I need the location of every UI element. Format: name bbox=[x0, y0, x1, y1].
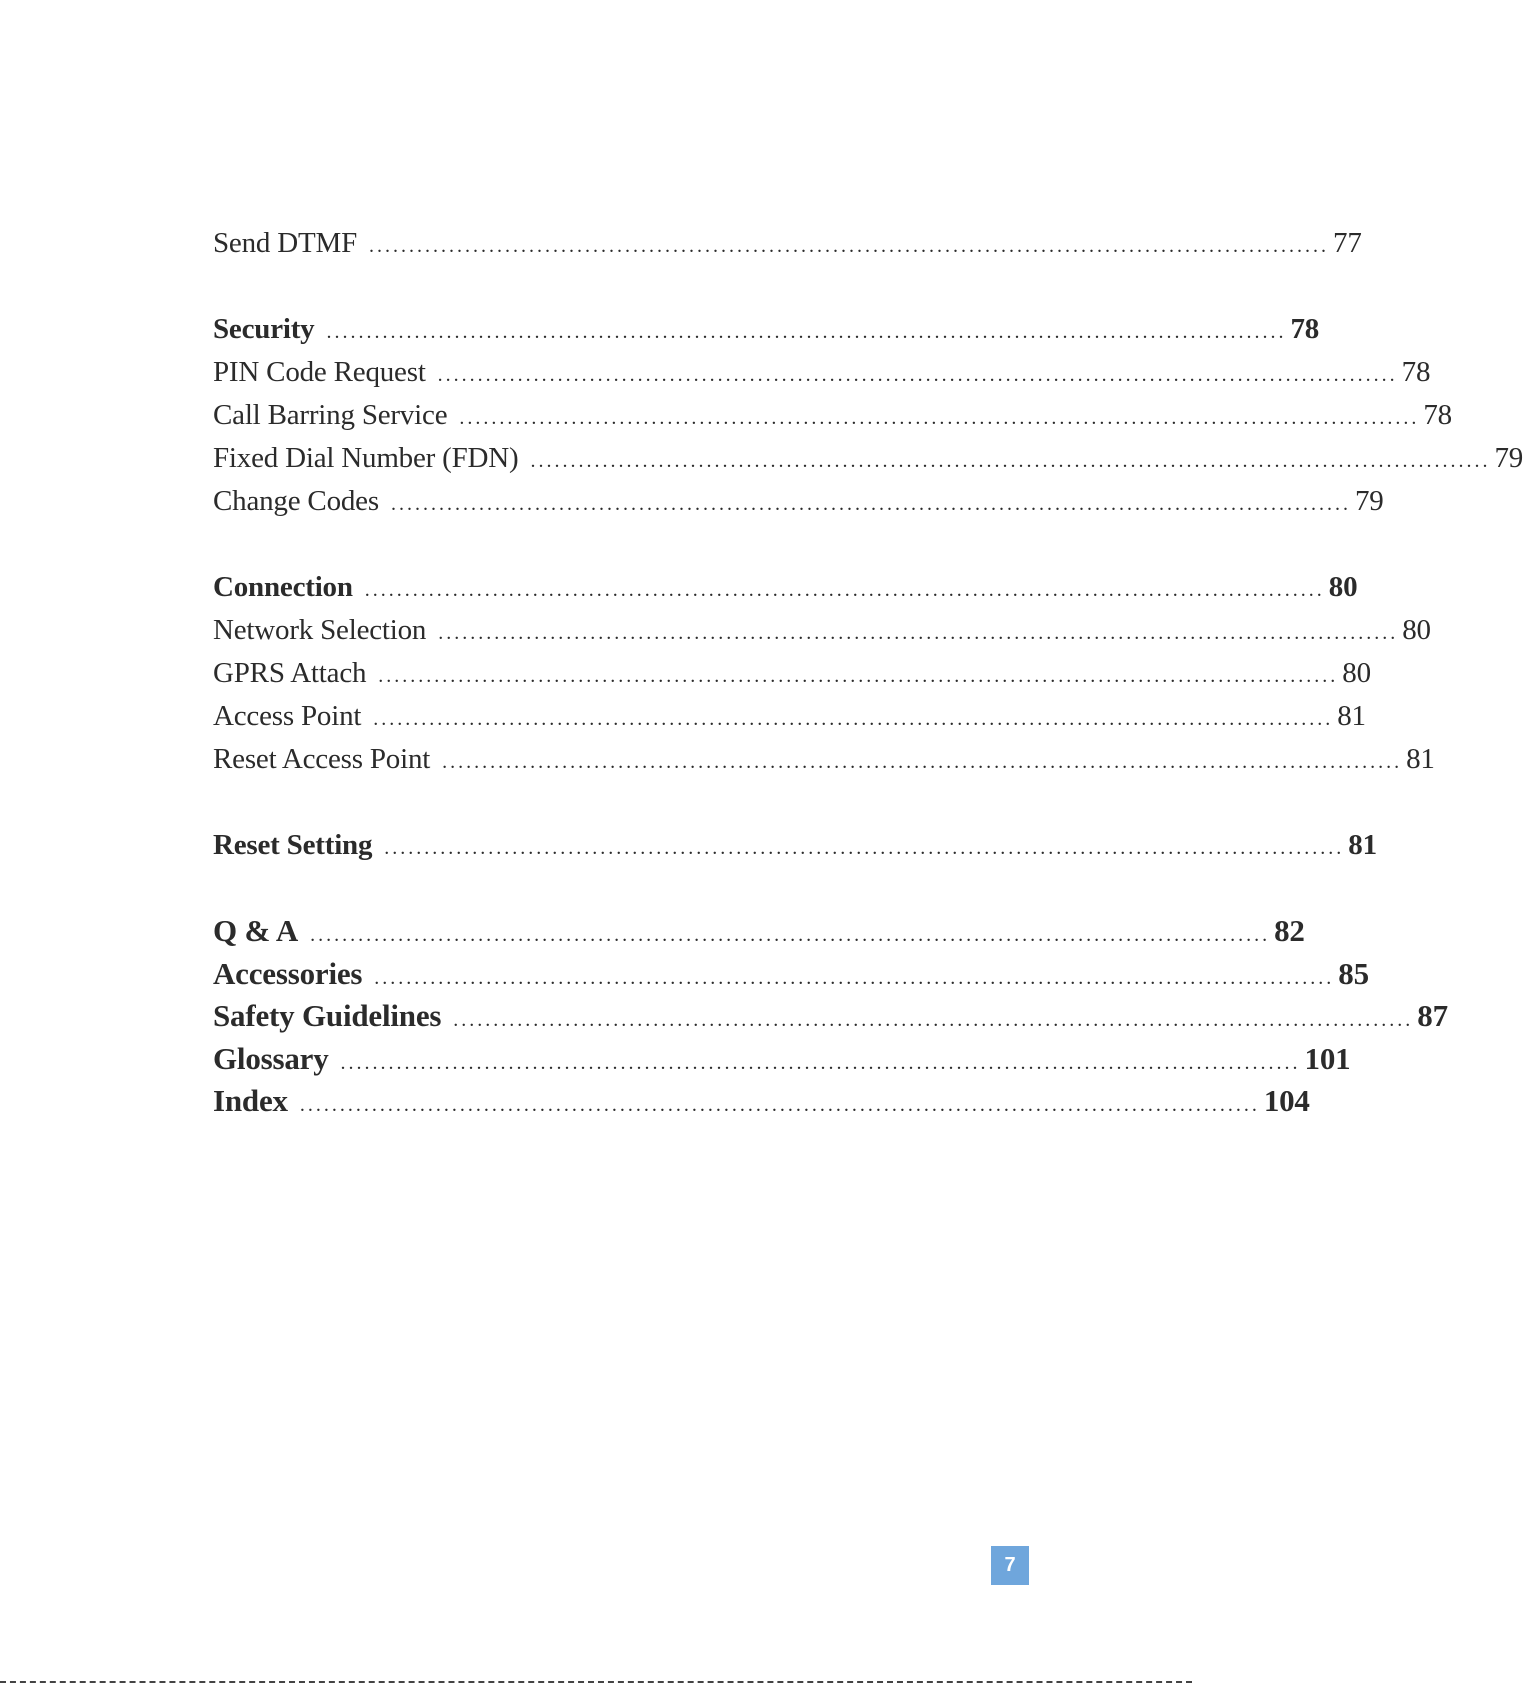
toc-entry[interactable] bbox=[213, 953, 1369, 996]
dot-leader: ........................................................................................................................ bbox=[442, 751, 1403, 773]
toc-entry-page: 80 bbox=[1328, 571, 1358, 603]
toc-entry-page: 82 bbox=[1274, 913, 1305, 948]
dot-leader: ........................................................................................................................ bbox=[378, 665, 1339, 687]
toc-entry-page: 80 bbox=[1402, 614, 1431, 646]
toc-entry-page: 78 bbox=[1401, 356, 1431, 388]
toc-entry[interactable] bbox=[213, 1080, 1310, 1123]
toc-group bbox=[213, 824, 1377, 867]
dot-leader: ........................................................................................................................ bbox=[438, 622, 1399, 644]
toc-entry[interactable] bbox=[213, 480, 1384, 523]
toc-entry-label: Glossary bbox=[213, 1040, 329, 1076]
dot-leader: ........................................................................................................................ bbox=[310, 924, 1271, 946]
toc-entry[interactable] bbox=[213, 609, 1431, 652]
toc-entry[interactable] bbox=[213, 1038, 1351, 1081]
dot-leader: ........................................................................................................................ bbox=[373, 708, 1334, 730]
toc-entry-page: 78 bbox=[1290, 313, 1320, 345]
toc-entry-label: Network Selection bbox=[213, 614, 427, 646]
toc-entry[interactable] bbox=[213, 995, 1448, 1038]
dot-leader: ........................................................................................................................ bbox=[453, 1009, 1414, 1031]
toc-entry[interactable] bbox=[213, 437, 1523, 480]
toc-entry-label: Change Codes bbox=[213, 485, 379, 517]
toc-entry-label: Send DTMF bbox=[213, 227, 358, 259]
toc-entry[interactable] bbox=[213, 351, 1431, 394]
toc-entry[interactable] bbox=[213, 824, 1377, 867]
toc-entry-page: 81 bbox=[1406, 743, 1435, 775]
dot-leader: ........................................................................................................................ bbox=[299, 1094, 1260, 1116]
toc-entry-page: 81 bbox=[1348, 829, 1377, 861]
toc-entry-page: 78 bbox=[1423, 399, 1452, 431]
dot-leader: ........................................................................................................................ bbox=[384, 837, 1345, 859]
toc-entry-label: Reset Setting bbox=[213, 829, 373, 861]
toc-entry-label: Call Barring Service bbox=[213, 399, 448, 431]
toc-group bbox=[213, 566, 1435, 781]
toc-group bbox=[213, 222, 1362, 265]
dot-leader: ........................................................................................................................ bbox=[437, 364, 1398, 386]
toc-entry-label: Safety Guidelines bbox=[213, 998, 442, 1033]
toc-entry-page: 104 bbox=[1263, 1083, 1310, 1118]
toc-entry[interactable] bbox=[213, 566, 1358, 609]
toc-entry-label: Q & A bbox=[213, 913, 299, 948]
toc-entry-label: PIN Code Request bbox=[213, 356, 426, 388]
toc-group bbox=[213, 308, 1523, 523]
toc-entry-page: 80 bbox=[1342, 657, 1371, 689]
toc-entry[interactable] bbox=[213, 308, 1320, 351]
toc-entry-page: 77 bbox=[1333, 227, 1362, 259]
toc-entry[interactable] bbox=[213, 695, 1366, 738]
toc-entry[interactable] bbox=[213, 394, 1452, 437]
dot-leader: ........................................................................................................................ bbox=[364, 579, 1325, 601]
toc-entry-page: 87 bbox=[1417, 998, 1448, 1033]
toc-entry-label: Security bbox=[213, 313, 315, 345]
toc-entry-label: Accessories bbox=[213, 955, 363, 991]
toc-group bbox=[213, 910, 1448, 1123]
toc-entry[interactable] bbox=[213, 222, 1362, 265]
toc-entry[interactable] bbox=[213, 910, 1305, 953]
dot-leader: ........................................................................................................................ bbox=[374, 966, 1335, 989]
dot-leader: ........................................................................................................................ bbox=[390, 493, 1351, 515]
dot-leader: ........................................................................................................................ bbox=[369, 235, 1330, 257]
toc-entry-label: GPRS Attach bbox=[213, 657, 367, 689]
toc-entry-page: 85 bbox=[1338, 955, 1369, 991]
toc-entry-label: Index bbox=[213, 1083, 288, 1118]
dot-leader: ........................................................................................................................ bbox=[530, 450, 1491, 472]
toc-entry[interactable] bbox=[213, 652, 1371, 695]
dot-leader: ........................................................................................................................ bbox=[340, 1051, 1301, 1074]
dot-leader: ........................................................................................................................ bbox=[459, 407, 1420, 429]
toc-entry-label: Fixed Dial Number (FDN) bbox=[213, 442, 519, 474]
toc-entry-page: 81 bbox=[1337, 700, 1366, 732]
toc-entry[interactable] bbox=[213, 738, 1435, 781]
page-number: 7 bbox=[1004, 1554, 1016, 1576]
toc-entry-label: Reset Access Point bbox=[213, 743, 431, 775]
table-of-contents bbox=[213, 222, 1523, 1123]
toc-entry-page: 79 bbox=[1354, 485, 1384, 517]
toc-entry-label: Connection bbox=[213, 571, 353, 603]
toc-entry-page: 101 bbox=[1304, 1040, 1351, 1076]
toc-entry-label: Access Point bbox=[213, 700, 362, 732]
page-number-badge bbox=[991, 1546, 1029, 1585]
toc-entry-page: 79 bbox=[1494, 442, 1523, 474]
bottom-divider bbox=[0, 1681, 1192, 1685]
dot-leader: ........................................................................................................................ bbox=[326, 321, 1287, 343]
